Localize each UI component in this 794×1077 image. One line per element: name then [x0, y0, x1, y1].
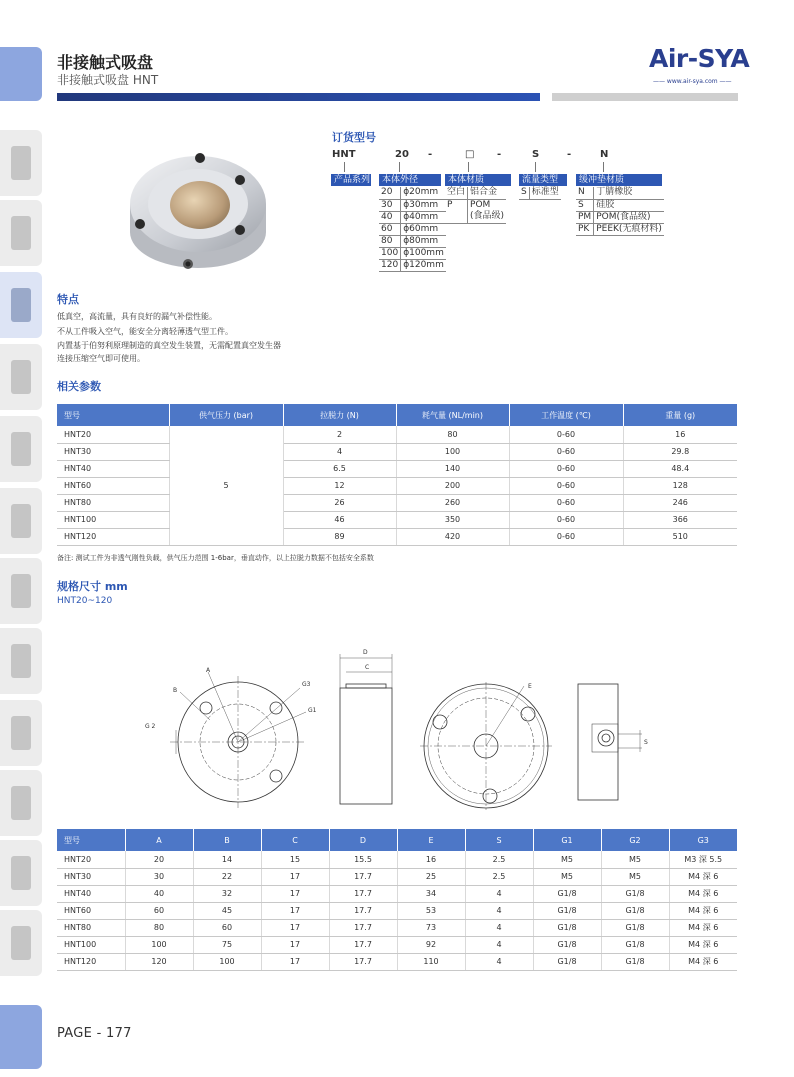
table-cell: 30: [125, 868, 193, 885]
filter-product-icon: [11, 146, 31, 180]
table-row: [57, 885, 737, 902]
table-cell: 17: [261, 885, 329, 902]
table-cell: M4 深 6: [669, 919, 737, 936]
fitting-product-icon: [11, 644, 31, 678]
column-header: B: [193, 829, 261, 851]
table-cell: 73: [397, 919, 465, 936]
feature-line: 不从工件吸入空气，能安全分离轻薄透气型工件。: [57, 327, 233, 336]
table-cell: 0-60: [509, 494, 623, 511]
table-cell: 60: [193, 919, 261, 936]
table-cell: 17.7: [329, 868, 397, 885]
code-tick: [399, 162, 400, 172]
sidebar-tab-silencer[interactable]: [0, 200, 42, 266]
table-cell: 2.5: [465, 851, 533, 868]
table-cell: HNT60: [57, 477, 169, 494]
table-header-row: [57, 404, 737, 426]
table-cell: 32: [193, 885, 261, 902]
dimension-drawing: [140, 640, 660, 812]
table-row: [57, 426, 737, 443]
sidebar-tab-elbow[interactable]: [0, 770, 42, 836]
table-cell: M4 深 6: [669, 868, 737, 885]
table-row: [57, 936, 737, 953]
code-tick: [344, 162, 345, 172]
table-cell: 2: [283, 426, 396, 443]
table-cell: 6.5: [283, 460, 396, 477]
sidebar-tab-manifold[interactable]: [0, 700, 42, 766]
features-title: 特点: [57, 293, 79, 306]
manifold-product-icon: [11, 716, 31, 750]
table-cell: 48.4: [623, 460, 737, 477]
table-cell: POM: [470, 199, 491, 210]
header-divider-blue: [57, 93, 540, 101]
dimensions-subtitle: HNT20~120: [57, 596, 113, 606]
code-diameter: 20: [395, 149, 409, 160]
table-cell: HNT20: [57, 851, 125, 868]
dimensions-table: [57, 829, 737, 971]
table-row: [519, 187, 561, 199]
table-cell: 标准型: [529, 187, 561, 199]
table-row: [379, 259, 446, 271]
table-cell: 100: [379, 247, 401, 259]
dimensions-title: 规格尺寸 mm: [57, 580, 128, 593]
table-row: [379, 223, 446, 235]
sidebar-accent-top: [0, 47, 42, 101]
table-cell: 420: [396, 528, 509, 545]
table-cell: 4: [465, 936, 533, 953]
sidebar-tab-actuator[interactable]: [0, 416, 42, 482]
column-header: 型号: [57, 404, 169, 426]
table-cell: 空白: [445, 187, 468, 199]
table-cell: 4: [465, 885, 533, 902]
code-tick: [468, 162, 469, 172]
label-A: A: [206, 667, 211, 674]
table-cell: HNT120: [57, 528, 169, 545]
series-header: 产品系列: [331, 174, 371, 186]
table-cell: [445, 211, 468, 223]
table-row: [57, 494, 737, 511]
supply-pressure-cell: 5: [169, 426, 283, 545]
table-cell: 128: [623, 477, 737, 494]
label-G1: G1: [308, 707, 317, 714]
table-row: [576, 187, 664, 199]
label-B: B: [173, 687, 178, 694]
table-cell: 75: [193, 936, 261, 953]
table-cell: M4 深 6: [669, 953, 737, 970]
table-row: [445, 211, 506, 223]
table-cell: 34: [397, 885, 465, 902]
product-photo: [128, 152, 268, 278]
diameter-table: [379, 187, 446, 272]
table-cell: M4 深 6: [669, 936, 737, 953]
sidebar-tab-regulator[interactable]: [0, 558, 42, 624]
table-cell: 4: [465, 919, 533, 936]
table-cell: 100: [193, 953, 261, 970]
table-cell: 17.7: [329, 936, 397, 953]
table-cell: G1/8: [601, 936, 669, 953]
pad-table: [576, 187, 664, 236]
table-cell: ϕ120mm: [401, 259, 446, 271]
feature-line: 连接压缩空气即可使用。: [57, 354, 145, 363]
table-cell: 260: [396, 494, 509, 511]
table-row: [57, 477, 737, 494]
flow-table: [519, 187, 561, 200]
column-header: 工作温度 (℃): [509, 404, 623, 426]
sidebar-tab-valve[interactable]: [0, 488, 42, 554]
table-cell: 16: [623, 426, 737, 443]
table-cell: M4 深 6: [669, 902, 737, 919]
code-flow: S: [532, 149, 540, 160]
vacuum-product-icon: [11, 288, 31, 322]
table-row: [57, 528, 737, 545]
table-cell: G1/8: [533, 919, 601, 936]
table-cell: G1/8: [601, 902, 669, 919]
table-cell: 17.7: [329, 902, 397, 919]
page-title: 非接触式吸盘: [57, 53, 154, 72]
feature-line: 内置基于伯努利原理制造的真空发生装置，无需配置真空发生器: [57, 341, 281, 350]
label-S: S: [644, 739, 648, 746]
sidebar-tab-accessory[interactable]: [0, 910, 42, 976]
table-row: [57, 851, 737, 868]
table-cell: (食品级): [468, 211, 507, 223]
sidebar-accent-bottom: [0, 1005, 42, 1069]
table-cell: 17.7: [329, 919, 397, 936]
table-row: [379, 211, 446, 223]
params-title: 相关参数: [57, 380, 101, 393]
elbow-product-icon: [11, 786, 31, 820]
table-cell: G1/8: [601, 919, 669, 936]
table-cell: 40: [125, 885, 193, 902]
table-cell: PEEK(无痕材料): [594, 223, 664, 235]
table-cell: HNT80: [57, 494, 169, 511]
table-cell: G1/8: [601, 953, 669, 970]
column-header: C: [261, 829, 329, 851]
code-sep-1: -: [428, 149, 433, 160]
table-cell: HNT60: [57, 902, 125, 919]
table-cell: G1/8: [533, 936, 601, 953]
table-cell: HNT40: [57, 885, 125, 902]
table-cell: HNT40: [57, 460, 169, 477]
table-cell: S: [576, 199, 594, 211]
flow-header: 流量类型: [519, 174, 567, 186]
table-cell: ϕ40mm: [401, 211, 446, 223]
table-cell: 40: [379, 211, 401, 223]
table-cell: 硅胶: [594, 199, 664, 211]
code-sep-3: -: [567, 149, 572, 160]
table-cell: 17.7: [329, 953, 397, 970]
diameter-header: 本体外径: [379, 174, 441, 186]
table-cell: 12: [283, 477, 396, 494]
table-cell: 53: [397, 902, 465, 919]
table-row: [576, 211, 664, 223]
accessory-product-icon: [11, 926, 31, 960]
table-cell: G1/8: [533, 885, 601, 902]
order-code-title: 订货型号: [332, 131, 376, 144]
table-cell: 0-60: [509, 528, 623, 545]
table-cell: 350: [396, 511, 509, 528]
table-cell: HNT120: [57, 953, 125, 970]
table-cell: G1/8: [601, 885, 669, 902]
table-cell: ϕ80mm: [401, 235, 446, 247]
table-row: [445, 199, 506, 211]
table-cell: ϕ20mm: [401, 187, 446, 199]
valve-product-icon: [11, 504, 31, 538]
table-cell: HNT100: [57, 511, 169, 528]
column-header: A: [125, 829, 193, 851]
column-header: 供气压力 (bar): [169, 404, 283, 426]
table-cell: M3 深 5.5: [669, 851, 737, 868]
code-sep-2: -: [497, 149, 502, 160]
table-cell: 20: [125, 851, 193, 868]
table-row: [576, 199, 664, 211]
table-cell: 60: [379, 223, 401, 235]
table-cell: 0-60: [509, 426, 623, 443]
table-cell: 46: [283, 511, 396, 528]
page-number: PAGE - 177: [57, 1026, 132, 1041]
brand-url: —— www.air-sya.com ——: [653, 78, 732, 85]
table-cell: 4: [283, 443, 396, 460]
table-row: [576, 223, 664, 235]
table-cell: 45: [193, 902, 261, 919]
table-cell: 丁腈橡胶: [594, 187, 664, 199]
table-cell: M5: [533, 851, 601, 868]
material-table: [445, 187, 506, 224]
table-header-row: [57, 829, 737, 851]
table-cell: 26: [283, 494, 396, 511]
table-cell: 140: [396, 460, 509, 477]
column-header: G2: [601, 829, 669, 851]
table-row: [379, 247, 446, 259]
table-cell: 16: [397, 851, 465, 868]
table-cell: 17: [261, 936, 329, 953]
table-cell: POM(食品级): [594, 211, 664, 223]
code-pad: N: [600, 149, 609, 160]
table-cell: HNT20: [57, 426, 169, 443]
table-cell: 14: [193, 851, 261, 868]
table-cell: 17: [261, 902, 329, 919]
column-header: G1: [533, 829, 601, 851]
sidebar-tab-filter[interactable]: [0, 130, 42, 196]
front-view: [170, 672, 306, 808]
table-cell: 2.5: [465, 868, 533, 885]
table-cell: 17: [261, 868, 329, 885]
table-cell: S: [519, 187, 529, 199]
table-cell: 92: [397, 936, 465, 953]
table-cell: 0-60: [509, 477, 623, 494]
muffler-product-icon: [11, 856, 31, 890]
regulator-product-icon: [11, 574, 31, 608]
table-cell: 15: [261, 851, 329, 868]
gripper-product-icon: [11, 360, 31, 394]
table-cell: 89: [283, 528, 396, 545]
table-cell: ϕ30mm: [401, 199, 446, 211]
column-header: 型号: [57, 829, 125, 851]
table-cell: 80: [379, 235, 401, 247]
silencer-product-icon: [11, 216, 31, 250]
table-cell: 510: [623, 528, 737, 545]
right-view: [578, 684, 642, 800]
table-cell: 100: [396, 443, 509, 460]
table-row: [379, 235, 446, 247]
table-cell: 22: [193, 868, 261, 885]
column-header: 耗气量 (NL/min): [396, 404, 509, 426]
code-material: □: [465, 149, 475, 160]
table-cell: N: [576, 187, 594, 199]
table-cell: ϕ100mm: [401, 247, 446, 259]
feature-line: 低真空，高流量，具有良好的漏气补偿性能。: [57, 312, 217, 321]
table-cell: 17.7: [329, 885, 397, 902]
table-cell: 25: [397, 868, 465, 885]
label-C: C: [365, 664, 370, 671]
sidebar-tab-vacuum[interactable]: [0, 272, 42, 338]
table-cell: M5: [601, 868, 669, 885]
table-row: [379, 199, 446, 211]
table-cell: 80: [396, 426, 509, 443]
label-D: D: [363, 649, 368, 656]
table-cell: HNT100: [57, 936, 125, 953]
table-cell: 20: [379, 187, 401, 199]
table-row: [57, 868, 737, 885]
pad-header: 缓冲垫材质: [576, 174, 662, 186]
table-cell: 120: [125, 953, 193, 970]
table-cell: 29.8: [623, 443, 737, 460]
code-tick: [535, 162, 536, 172]
table-cell: 80: [125, 919, 193, 936]
table-cell: 246: [623, 494, 737, 511]
table-cell: 0-60: [509, 443, 623, 460]
label-E: E: [528, 683, 532, 690]
page-subtitle: 非接触式吸盘 HNT: [57, 73, 159, 87]
table-row: [57, 443, 737, 460]
table-cell: M4 深 6: [669, 885, 737, 902]
table-cell: PM: [576, 211, 594, 223]
side-view: [340, 654, 392, 804]
table-cell: 120: [379, 259, 401, 271]
table-cell: 铝合金: [468, 187, 507, 199]
table-cell: 0-60: [509, 511, 623, 528]
table-cell: 366: [623, 511, 737, 528]
code-series: HNT: [332, 149, 356, 160]
table-row: [57, 460, 737, 477]
params-note: 备注: 测试工件为非透气刚性负载，供气压力范围 1-6bar，垂直动作，以上拉脱力数据不包括安全系数: [57, 554, 374, 562]
sidebar-tab-fitting[interactable]: [0, 628, 42, 694]
header-divider-gray: [552, 93, 738, 101]
column-header: E: [397, 829, 465, 851]
label-G3: G3: [302, 681, 311, 688]
table-cell: HNT80: [57, 919, 125, 936]
table-cell: P: [445, 199, 468, 211]
table-cell: 17: [261, 919, 329, 936]
table-cell: G1/8: [533, 953, 601, 970]
column-header: G3: [669, 829, 737, 851]
table-cell: PK: [576, 223, 594, 235]
column-header: S: [465, 829, 533, 851]
table-row: [57, 902, 737, 919]
table-cell: 15.5: [329, 851, 397, 868]
table-cell: 4: [465, 902, 533, 919]
table-cell: 200: [396, 477, 509, 494]
table-row: [57, 953, 737, 970]
sidebar-tab-gripper[interactable]: [0, 344, 42, 410]
table-cell: ϕ60mm: [401, 223, 446, 235]
table-row: [445, 187, 506, 199]
code-tick: [603, 162, 604, 172]
column-header: 拉脱力 (N): [283, 404, 396, 426]
table-cell: 0-60: [509, 460, 623, 477]
sidebar-tab-muffler[interactable]: [0, 840, 42, 906]
material-header: 本体材质: [445, 174, 511, 186]
table-cell: HNT30: [57, 443, 169, 460]
table-cell: 60: [125, 902, 193, 919]
table-cell: M5: [533, 868, 601, 885]
table-row: [57, 511, 737, 528]
column-header: 重量 (g): [623, 404, 737, 426]
table-row: [57, 919, 737, 936]
table-cell: 4: [465, 953, 533, 970]
table-cell: 30: [379, 199, 401, 211]
column-header: D: [329, 829, 397, 851]
table-cell: 17: [261, 953, 329, 970]
label-G2: G 2: [145, 723, 156, 730]
table-cell: M5: [601, 851, 669, 868]
table-cell: HNT30: [57, 868, 125, 885]
actuator-product-icon: [11, 432, 31, 466]
bottom-view: [420, 682, 552, 810]
table-row: [379, 187, 446, 199]
table-cell: 100: [125, 936, 193, 953]
brand-logo: Air-SYA: [649, 44, 750, 73]
params-table: [57, 404, 737, 546]
table-cell: G1/8: [533, 902, 601, 919]
table-cell: 110: [397, 953, 465, 970]
